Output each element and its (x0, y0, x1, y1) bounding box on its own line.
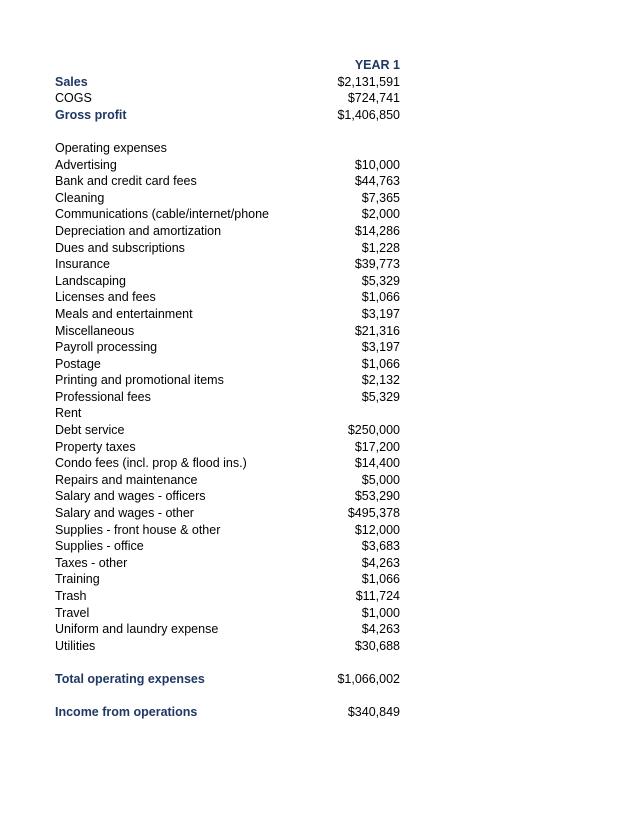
expense-row-label: Rent (55, 406, 82, 421)
expense-list (55, 157, 400, 655)
expense-row (55, 522, 400, 539)
opex-heading-row (55, 140, 400, 157)
year-1-header: YEAR 1 (354, 58, 400, 72)
expense-row (55, 240, 400, 257)
total-opex-row (55, 671, 400, 688)
expense-row-value: $1,066 (361, 356, 400, 371)
expense-row-value: $495,378 (347, 506, 400, 521)
summary-row (55, 90, 400, 107)
opex-heading: Operating expenses (55, 140, 167, 155)
expense-row-label: Supplies - front house & other (55, 522, 221, 537)
expense-row-label: Trash (55, 589, 87, 603)
summary-row-label: COGS (55, 91, 92, 106)
summary-row-value: $1,406,850 (337, 107, 400, 122)
summary-row-label: Sales (55, 74, 88, 89)
expense-row (55, 356, 400, 373)
expense-row (55, 472, 400, 489)
expense-row-label: Bank and credit card fees (55, 174, 197, 189)
expense-row-label: Condo fees (incl. prop & flood ins.) (55, 456, 247, 471)
expense-row (55, 605, 400, 622)
spacer (55, 654, 400, 671)
expense-row (55, 422, 400, 439)
expense-row-value: $1,066 (361, 290, 400, 305)
expense-row-value: $21,316 (354, 323, 400, 338)
summary-row (55, 74, 400, 91)
expense-row-label: Supplies - office (55, 539, 144, 554)
expense-row-label: Repairs and maintenance (55, 472, 198, 487)
expense-row-label: Depreciation and amortization (55, 223, 222, 238)
expense-row (55, 571, 400, 588)
expense-row-value: $10,000 (354, 157, 400, 172)
expense-row-value: $30,688 (354, 638, 400, 653)
expense-row (55, 638, 400, 655)
income-label: Income from operations (55, 705, 198, 720)
expense-row-value: $39,773 (354, 257, 400, 272)
expense-row-value: $5,000 (361, 472, 400, 487)
expense-row-label: Property taxes (55, 439, 136, 454)
expense-row (55, 588, 400, 605)
expense-row (55, 405, 400, 422)
expense-row (55, 339, 400, 356)
expense-row (55, 190, 400, 207)
expense-row-label: Debt service (55, 423, 125, 438)
expense-row-value: $11,724 (355, 589, 400, 603)
expense-row (55, 555, 400, 572)
expense-row-label: Salary and wages - other (55, 506, 194, 521)
expense-row-label: Communications (cable/internet/phone (55, 207, 270, 222)
expense-row (55, 256, 400, 273)
expense-row-value: $2,132 (361, 373, 400, 388)
expense-row (55, 439, 400, 456)
expense-row (55, 389, 400, 406)
header-row (55, 57, 400, 74)
expense-row-value: $2,000 (361, 207, 400, 222)
expense-row (55, 223, 400, 240)
expense-row-value: $5,329 (361, 389, 400, 404)
expense-row-label: Licenses and fees (55, 290, 156, 305)
expense-row-label: Advertising (55, 157, 117, 172)
income-statement (55, 57, 400, 721)
expense-row-value: $44,763 (354, 174, 400, 189)
expense-row (55, 306, 400, 323)
expense-row (55, 173, 400, 190)
expense-row (55, 372, 400, 389)
summary-row (55, 107, 400, 124)
expense-row-value: $53,290 (354, 489, 400, 504)
expense-row-value: $3,683 (361, 539, 400, 554)
expense-row-label: Professional fees (55, 389, 151, 404)
expense-row-label: Travel (55, 605, 90, 620)
expense-row-label: Postage (55, 356, 101, 371)
expense-row-label: Cleaning (55, 190, 105, 205)
expense-row-label: Insurance (55, 257, 110, 272)
expense-row (55, 206, 400, 223)
expense-row (55, 488, 400, 505)
expense-row-value: $1,066 (361, 572, 400, 587)
expense-row (55, 289, 400, 306)
expense-row-value: $4,263 (361, 555, 400, 570)
expense-row (55, 157, 400, 174)
expense-row-label: Landscaping (55, 273, 126, 288)
expense-row-value: $3,197 (361, 306, 400, 321)
income-value: $340,849 (347, 705, 400, 720)
summary-row-value: $724,741 (347, 91, 400, 106)
expense-row-value: $12,000 (354, 522, 400, 537)
expense-row-label: Miscellaneous (55, 323, 135, 338)
expense-row-label: Utilities (55, 638, 96, 653)
expense-row-label: Salary and wages - officers (55, 489, 206, 504)
expense-row-label: Training (55, 572, 100, 587)
expense-row-value: $7,365 (361, 190, 400, 205)
expense-row-value: $14,286 (354, 223, 400, 238)
expense-row-value: $4,263 (361, 622, 400, 637)
expense-row-label: Payroll processing (55, 340, 158, 355)
summary-row-label: Gross profit (55, 107, 127, 122)
total-opex-label: Total operating expenses (55, 671, 205, 686)
expense-row-label: Printing and promotional items (55, 373, 224, 388)
summary-row-value: $2,131,591 (337, 74, 400, 89)
expense-row-label: Uniform and laundry expense (55, 622, 219, 637)
expense-row-value: $1,000 (361, 605, 400, 620)
expense-row-value: $17,200 (354, 439, 400, 454)
expense-row-value: $1,228 (361, 240, 400, 255)
expense-row (55, 455, 400, 472)
expense-row-value: $14,400 (354, 456, 400, 471)
spacer (55, 123, 400, 140)
total-opex-value: $1,066,002 (337, 671, 400, 686)
expense-row-label: Taxes - other (55, 555, 128, 570)
expense-row (55, 621, 400, 638)
expense-row-label: Dues and subscriptions (55, 240, 185, 255)
expense-row (55, 505, 400, 522)
expense-row (55, 538, 400, 555)
income-row (55, 704, 400, 721)
expense-row-value: $3,197 (361, 340, 400, 355)
expense-row (55, 273, 400, 290)
expense-row-label: Meals and entertainment (55, 306, 193, 321)
expense-row-value: $250,000 (347, 423, 400, 438)
expense-row (55, 323, 400, 340)
expense-row-value: $5,329 (361, 273, 400, 288)
summary-section (55, 74, 400, 124)
spacer (55, 688, 400, 705)
